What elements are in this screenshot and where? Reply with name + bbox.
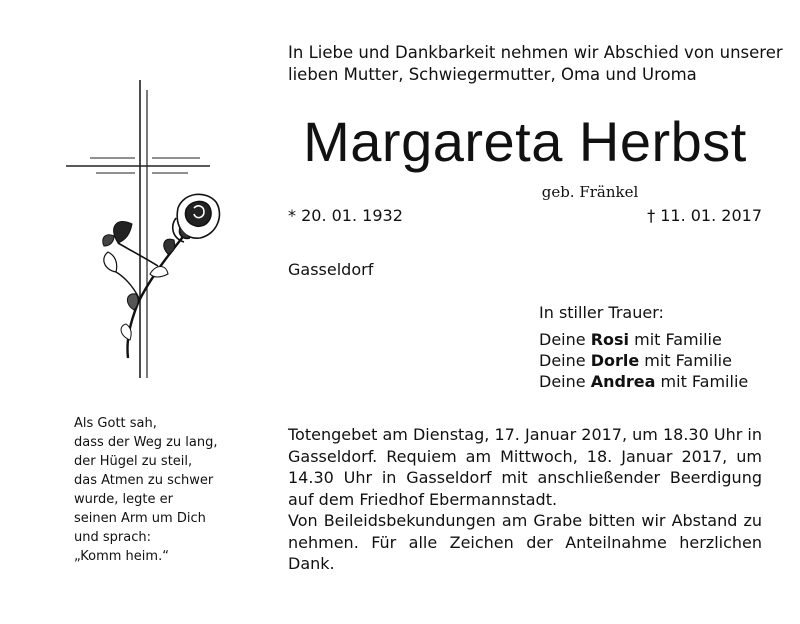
mourner-name: Dorle	[590, 351, 640, 370]
service-details: Totengebet am Dienstag, 17. Januar 2017, um 18.30 Uhr in Gasseldorf. Requiem am Mittwoch, 18. Januar 2017, um 14.30 Uhr in Gasseldorf mit anschließender Beerdigung auf dem Friedhof Ebermannstadt.	[288, 425, 762, 509]
mourner-suffix: mit Familie	[629, 330, 722, 349]
residence-place: Gasseldorf	[288, 260, 374, 279]
poem-line: wurde, legte er	[74, 492, 173, 507]
poem	[74, 414, 218, 566]
mourner-suffix: mit Familie	[639, 351, 732, 370]
death-date: † 11. 01. 2017	[647, 206, 762, 225]
poem-line: dass der Weg zu lang,	[74, 435, 218, 450]
poem-line: und sprach:	[74, 530, 151, 545]
poem-line: „Komm heim.“	[74, 549, 169, 564]
maiden-name: geb. Fränkel	[541, 183, 639, 201]
birth-date: * 20. 01. 1932	[288, 206, 403, 225]
funeral-notice	[288, 424, 762, 575]
condolence-note: Von Beileidsbekundungen am Grabe bitten wir Abstand zu nehmen. Für alle Zeichen der Anteilnahme herzlichen Dank.	[288, 511, 762, 573]
deceased-name: Margareta Herbst	[303, 110, 747, 173]
mourners-block	[539, 302, 748, 392]
poem-line: der Hügel zu steil,	[74, 454, 193, 469]
mourner-name: Andrea	[590, 372, 656, 391]
intro-line: In Liebe und Dankbarkeit nehmen wir Abschied von unserer	[288, 43, 783, 62]
mourner-entry	[539, 350, 748, 371]
mourner-entry	[539, 329, 748, 350]
mourner-name: Rosi	[590, 330, 630, 349]
cross-with-rose-icon	[60, 78, 240, 388]
intro-line: lieben Mutter, Schwiegermutter, Oma und Uroma	[288, 65, 697, 84]
mourner-suffix: mit Familie	[655, 372, 749, 391]
mourner-entry	[539, 371, 748, 392]
mourners-heading: In stiller Trauer:	[539, 303, 664, 322]
mourner-prefix: Deine	[539, 351, 591, 370]
intro-text	[288, 42, 783, 86]
poem-line: seinen Arm um Dich	[74, 511, 206, 526]
mourner-prefix: Deine	[539, 372, 591, 391]
poem-line: Als Gott sah,	[74, 416, 157, 431]
poem-line: das Atmen zu schwer	[74, 473, 214, 488]
mourner-prefix: Deine	[539, 330, 591, 349]
